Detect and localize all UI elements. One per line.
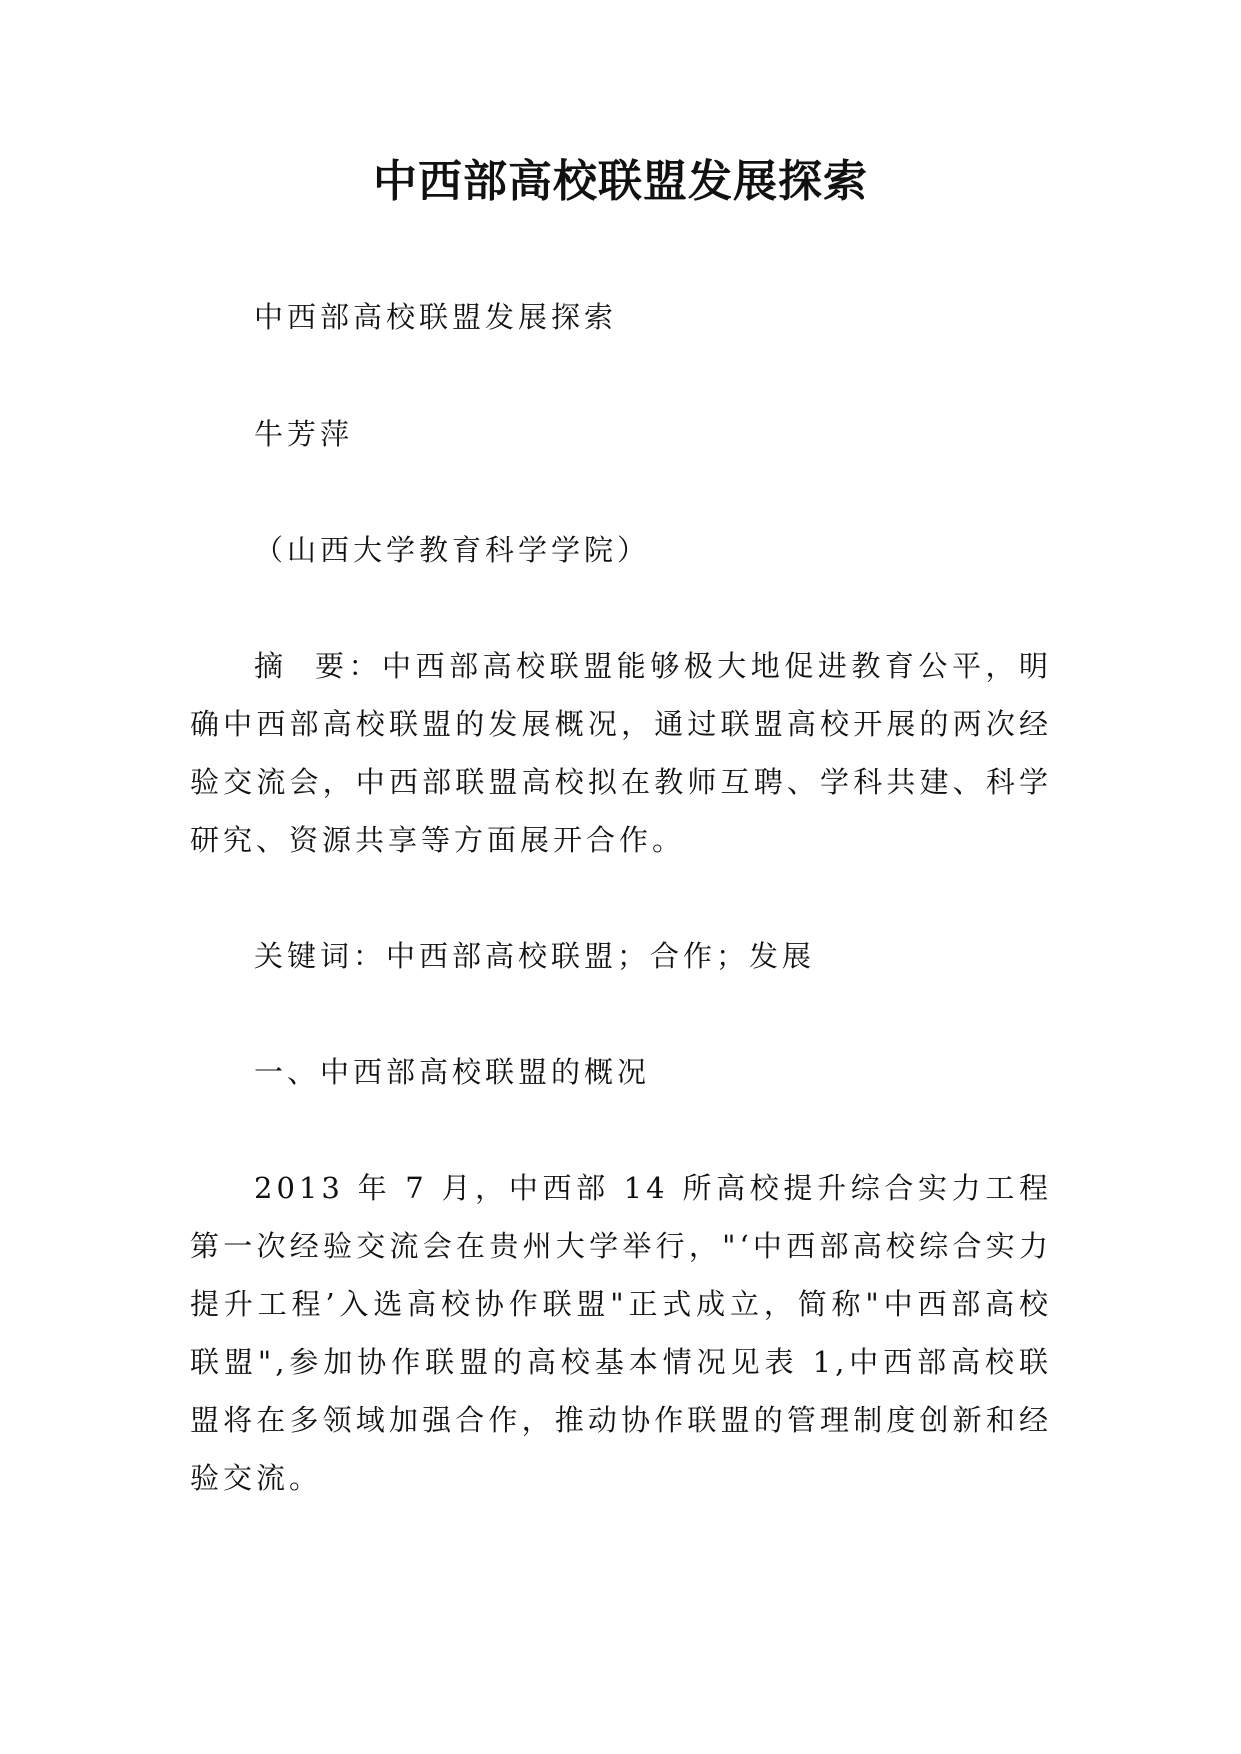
author-affiliation: （山西大学教育科学学院） <box>254 533 651 567</box>
abstract-paragraph: 摘 要：中西部高校联盟能够极大地促进教育公平，明确中西部高校联盟的发展概况，通过联盟高校开展的两次经验交流会，中西部联盟高校拟在教师互聘、学科共建、科学研究、资源共享等方面展开合作。 <box>190 649 1052 857</box>
subtitle: 中西部高校联盟发展探索 <box>254 300 618 334</box>
document-title: 中西部高校联盟发展探索 <box>373 156 868 207</box>
author-name: 牛芳萍 <box>254 417 354 451</box>
section-heading: 一、中西部高校联盟的概况 <box>254 1055 651 1089</box>
keywords-line: 关键词：中西部高校联盟；合作；发展 <box>254 939 816 973</box>
body-paragraph: 2013 年 7 月，中西部 14 所高校提升综合实力工程第一次经验交流会在贵州大学举行，"‘中西部高校综合实力提升工程’入选高校协作联盟"正式成立，简称"中西部高校联盟",参加协作联盟的高校基本情况见表 1,中西部高校联盟将在多领域加强合作，推动协作联盟的管理制度创新和经验交流。 <box>190 1171 1052 1495</box>
